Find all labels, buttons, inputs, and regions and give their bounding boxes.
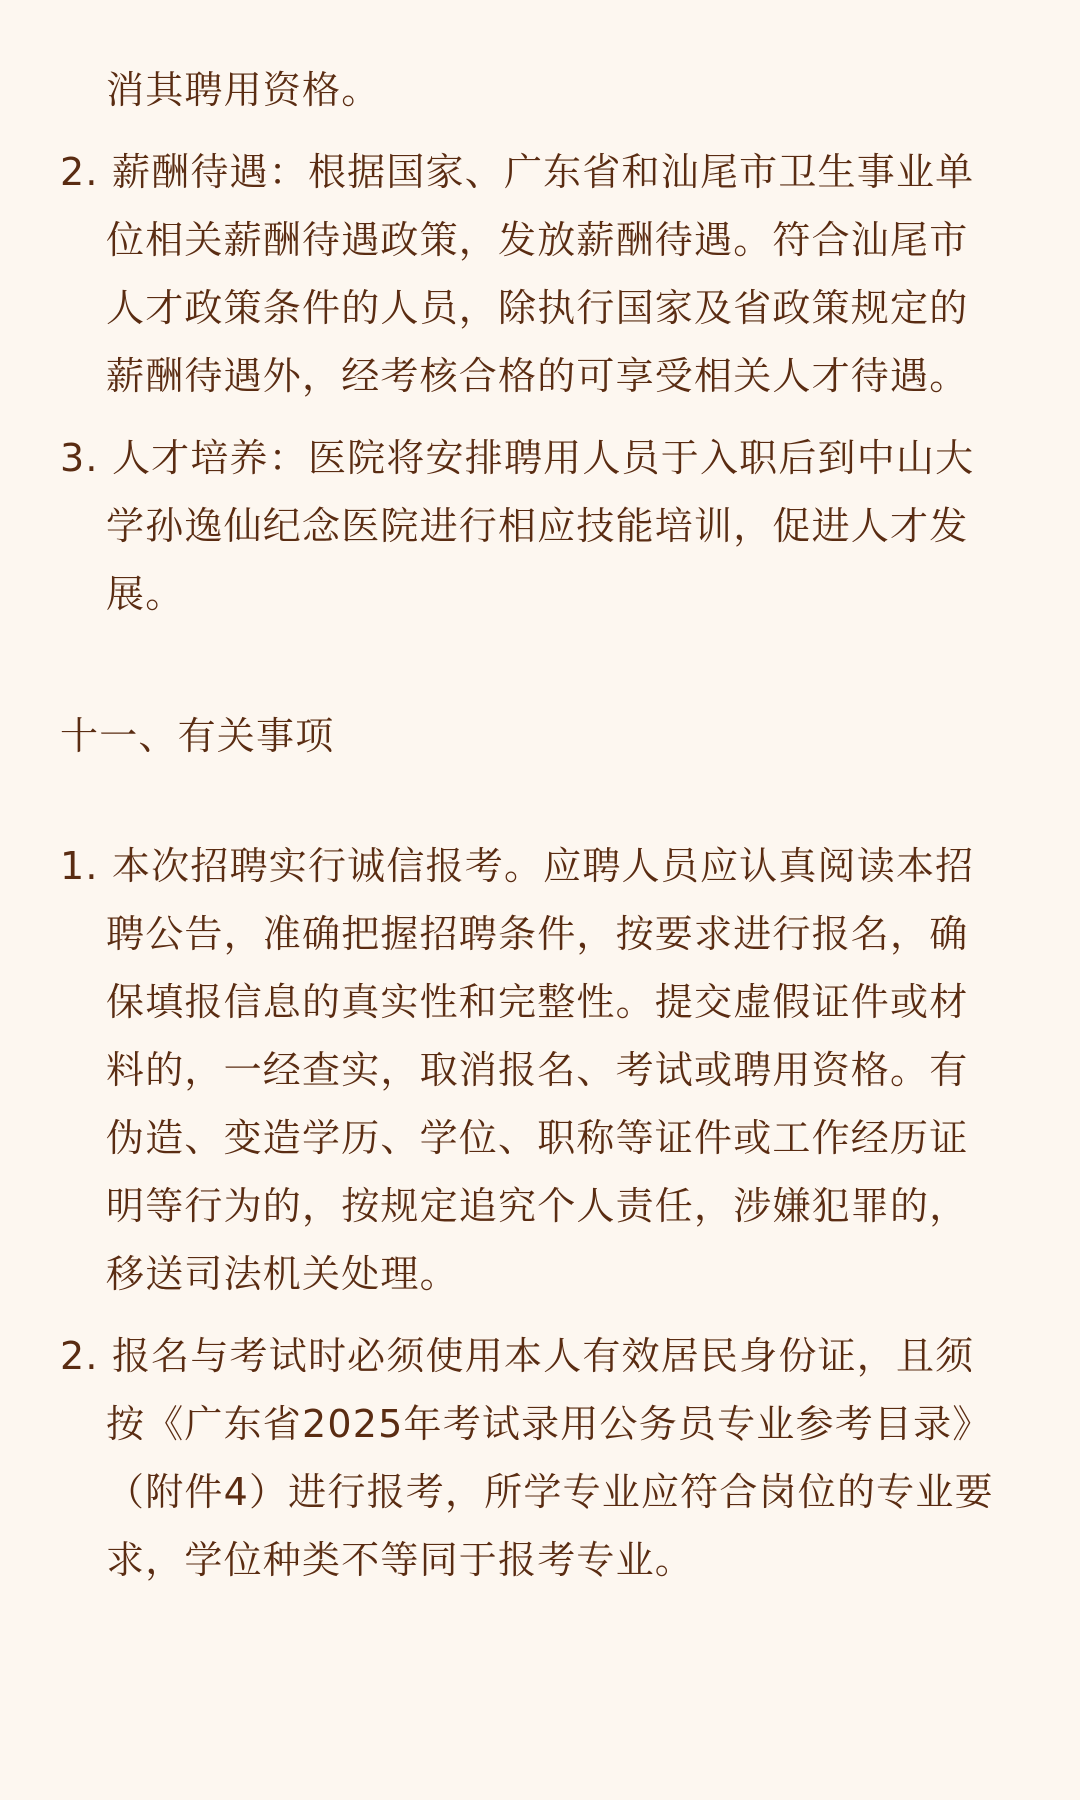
spacer <box>60 628 1020 702</box>
list-item-integrity <box>60 832 1020 1308</box>
list-text-line: 保填报信息的真实性和完整性。提交虚假证件或材 <box>106 980 969 1024</box>
list-text-line: 求，学位种类不等同于报考专业。 <box>106 1538 695 1582</box>
list-number: 2. <box>60 150 99 194</box>
list-text-line: 位相关薪酬待遇政策，发放薪酬待遇。符合汕尾市 <box>106 218 969 262</box>
list-text-line: 人才政策条件的人员，除执行国家及省政策规定的 <box>106 286 969 330</box>
list-text-line: 料的，一经查实，取消报名、考试或聘用资格。有 <box>106 1048 969 1092</box>
list-text-line: 薪酬待遇外，经考核合格的可享受相关人才待遇。 <box>106 354 969 398</box>
list-text-line: 本次招聘实行诚信报考。应聘人员应认真阅读本招 <box>111 844 975 888</box>
spacer <box>60 124 1020 138</box>
list-text-line: 移送司法机关处理。 <box>106 1252 459 1296</box>
list-text-line: 人才培养：医院将安排聘用人员于入职后到中山大 <box>111 436 975 480</box>
announcement-body <box>60 56 1020 1594</box>
list-number: 2. <box>60 1334 99 1378</box>
list-number: 3. <box>60 436 99 480</box>
spacer <box>60 1308 1020 1322</box>
list-text-line: 学孙逸仙纪念医院进行相应技能培训，促进人才发 <box>106 504 969 548</box>
list-text-line: 伪造、变造学历、学位、职称等证件或工作经历证 <box>106 1116 969 1160</box>
paragraph-fragment: 消其聘用资格。 <box>106 68 381 112</box>
list-text-line: 明等行为的，按规定追究个人责任，涉嫌犯罪的， <box>106 1184 969 1228</box>
list-text-line: 展。 <box>106 572 185 616</box>
list-item-training <box>60 424 1020 628</box>
spacer <box>60 770 1020 832</box>
list-text-line: 薪酬待遇：根据国家、广东省和汕尾市卫生事业单 <box>111 150 975 194</box>
list-text-line: 报名与考试时必须使用本人有效居民身份证，且须 <box>111 1334 975 1378</box>
list-number: 1. <box>60 844 99 888</box>
section-heading: 十一、有关事项 <box>60 714 335 758</box>
list-item-id-requirement <box>60 1322 1020 1594</box>
list-text-line: 聘公告，准确把握招聘条件，按要求进行报名，确 <box>106 912 969 956</box>
spacer <box>60 410 1020 424</box>
list-text-line: 按《广东省2025年考试录用公务员专业参考目录》 <box>106 1402 992 1446</box>
list-text-line: （附件4）进行报考，所学专业应符合岗位的专业要 <box>106 1470 994 1514</box>
list-item-salary <box>60 138 1020 410</box>
